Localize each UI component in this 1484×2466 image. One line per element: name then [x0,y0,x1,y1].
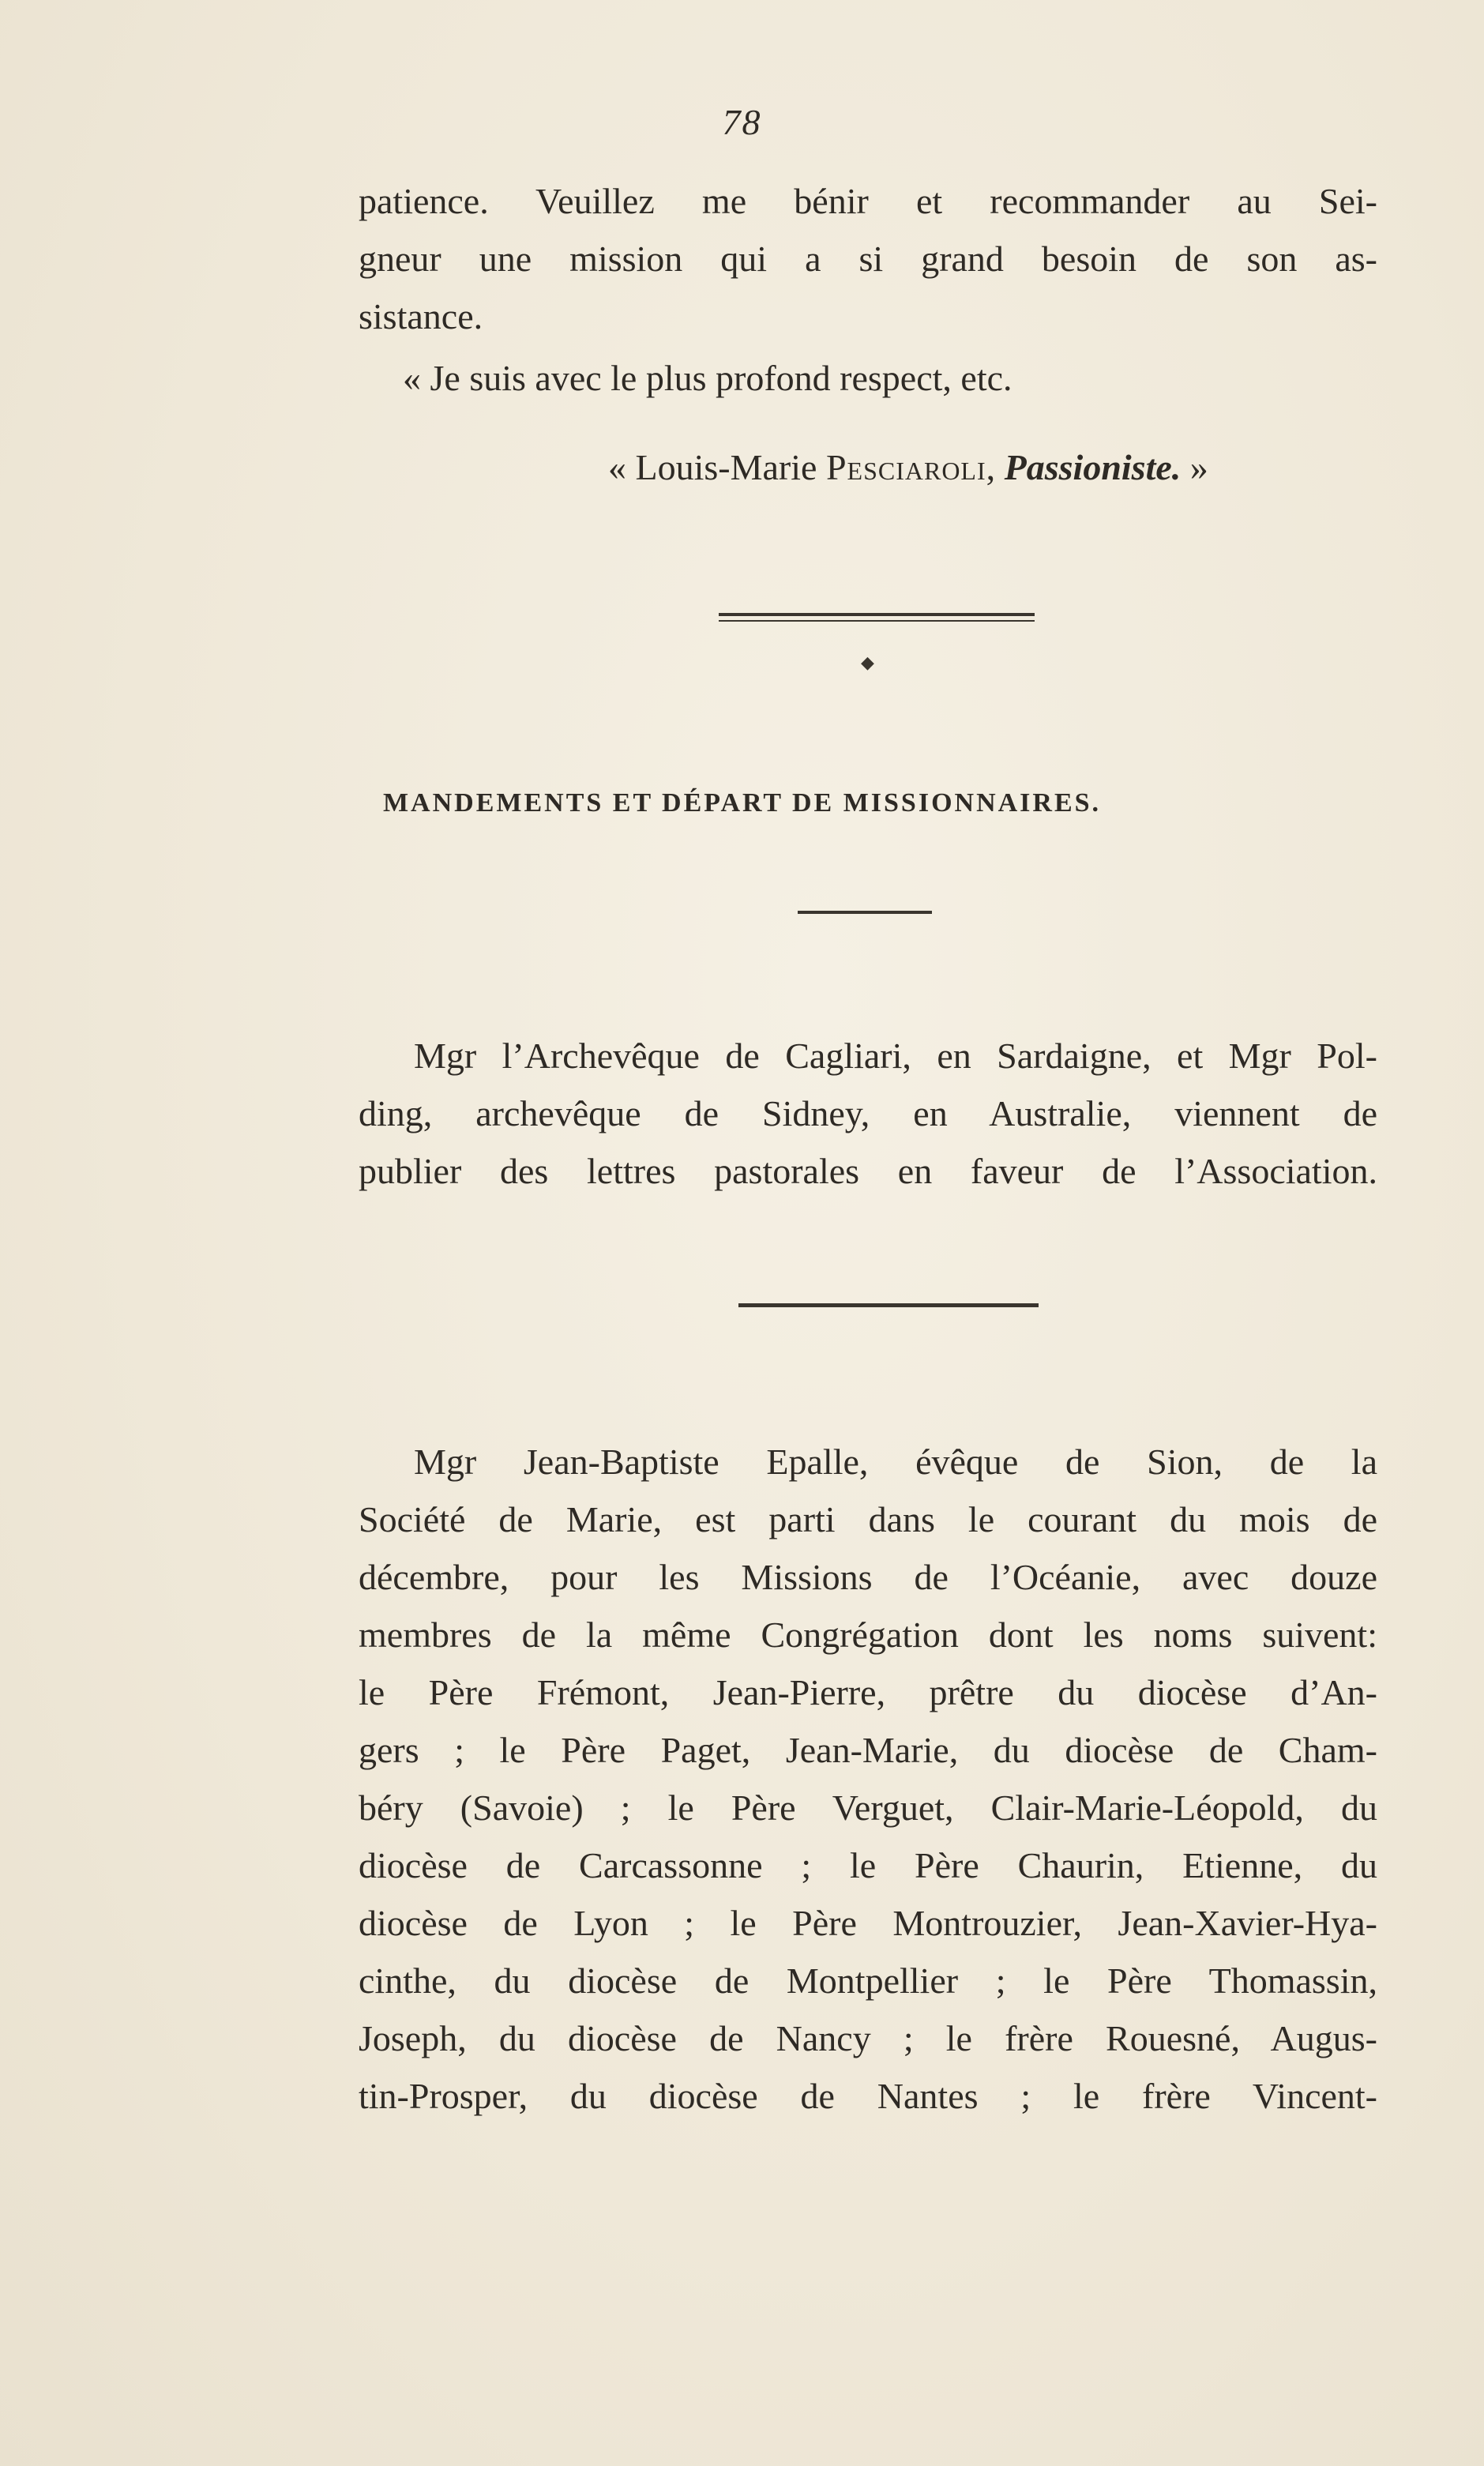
close-quote: » [1181,447,1208,487]
open-quote: « [608,447,636,487]
paragraph-line: Joseph, du diocèse de Nancy ; le frère Rouesné, Augus- [359,2018,1377,2058]
paragraph-line: membres de la même Congrégation dont les noms suivent: [359,1615,1377,1655]
paragraph-line: décembre, pour les Missions de l’Océanie, avec douze [359,1557,1377,1597]
signatory-name: Louis-Marie [635,447,826,487]
ornament-dot-icon: ◆ [861,652,874,672]
paragraph-line: tin-Prosper, du diocèse de Nantes ; le frère Vincent- [359,2076,1377,2116]
paragraph-line: cinthe, du diocèse de Montpellier ; le Père Thomassin, [359,1960,1377,2001]
top-paragraph [359,172,1377,345]
section-heading: MANDEMENTS ET DÉPART DE MISSIONNAIRES. [382,788,1102,818]
paragraph-line: ding, archevêque de Sidney, en Australie, viennent de [359,1093,1377,1133]
signatory-title: Passioniste. [1004,447,1182,487]
rule-divider [738,1303,1039,1307]
paragraph-line: béry (Savoie) ; le Père Verguet, Clair-Marie-Léopold, du [359,1787,1377,1828]
paragraph-line: Société de Marie, est parti dans le courant du mois de [359,1499,1377,1539]
paragraph-line: Mgr l’Archevêque de Cagliari, en Sardaigne, et Mgr Pol- [414,1036,1377,1076]
signature-separator: , [986,447,1005,487]
paragraph-line: gers ; le Père Paget, Jean-Marie, du diocèse de Cham- [359,1730,1377,1770]
double-rule-divider [719,613,1035,622]
paragraph-line: patience. Veuillez me bénir et recommander au Sei- [359,181,1377,221]
paragraph-archbishops [359,1027,1377,1200]
letter-closing: « Je suis avec le plus profond respect, etc. [403,358,1013,398]
page-number: 78 [722,102,762,142]
paragraph-line: diocèse de Lyon ; le Père Montrouzier, Jean-Xavier-Hya- [359,1903,1377,1943]
paragraph-line: publier des lettres pastorales en faveur de l’Association. [359,1151,1377,1191]
paragraph-line: diocèse de Carcassonne ; le Père Chaurin, Etienne, du [359,1845,1377,1885]
paragraph-line: le Père Frémont, Jean-Pierre, prêtre du diocèse d’An- [359,1672,1377,1712]
paragraph-missionaries [359,1433,1377,2125]
paragraph-line: gneur une mission qui a si grand besoin de son as- [359,239,1377,279]
letter-signature [608,438,1208,496]
signatory-surname: Pesciaroli [825,447,986,487]
rule-divider [798,911,932,914]
paragraph-line: Mgr Jean-Baptiste Epalle, évêque de Sion, de la [414,1442,1377,1482]
paragraph-line: sistance. [359,296,483,336]
